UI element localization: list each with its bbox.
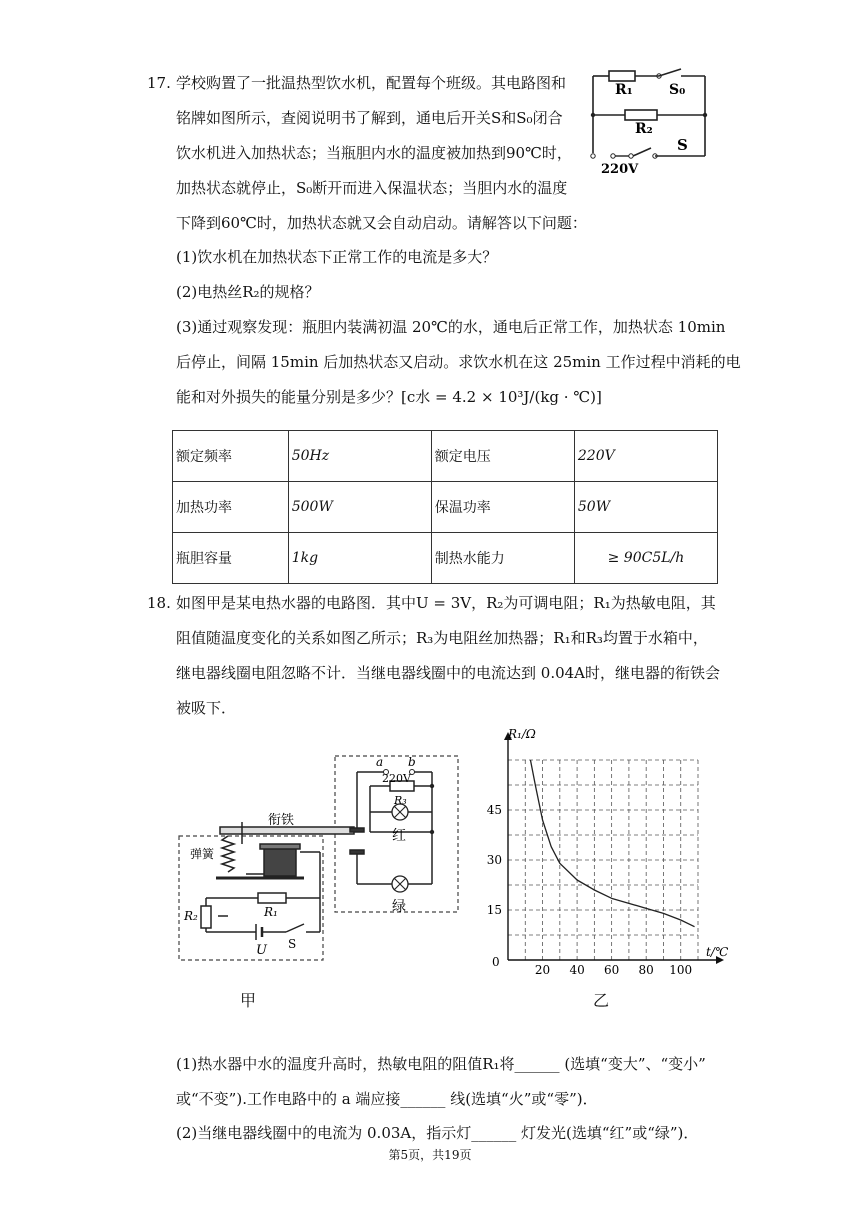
table-row: [173, 533, 718, 584]
q17-sub1: (1)饮水机在加热状态下正常工作的电流是多大？: [176, 248, 498, 266]
q18-line-4: 被吸下．: [176, 699, 237, 717]
q17-line-4: 加热状态就停止，S₀断开而进入保温状态；当胆内水的温度: [176, 179, 568, 197]
q17-line-5: 下降到60℃时，加热状态就又会自动启动。请解答以下问题：: [176, 214, 587, 232]
q17-line-3: 饮水机进入加热状态；当瓶胆内水的温度被加热到90℃时，: [176, 144, 572, 162]
table-cell: 瓶胆容量: [173, 533, 289, 584]
q18-figure-jia: [176, 748, 466, 968]
q18-line-2: 阻值随温度变化的关系如图乙所示；R₃为电阻丝加热器；R₁和R₃均置于水箱中，: [176, 629, 708, 647]
q17-label-s0: S₀: [669, 82, 686, 98]
chart-y-tick-label: 45: [486, 803, 502, 817]
table-cell: 制热水能力: [431, 533, 574, 584]
chart-x-tick-label: 40: [569, 963, 585, 977]
chart-x-tick-label: 20: [534, 963, 551, 977]
q17-label-r2: R₂: [635, 121, 653, 137]
chart-y-tick-label: 15: [486, 903, 502, 917]
q17-line-1: 学校购置了一批温热型饮水机，配置每个班级。其电路图和: [176, 74, 567, 92]
jia-label-220v: 220V: [382, 772, 411, 785]
jia-label-spring: 弹簧: [190, 847, 215, 861]
jia-label-r1: R₁: [264, 905, 278, 919]
table-cell: 50W: [574, 482, 717, 533]
jia-label-armature: 衔铁: [268, 813, 295, 828]
q18-line-1: 如图甲是某电热水器的电路图．其中U = 3V，R₂为可调电阻；R₁为热敏电阻，其: [176, 594, 716, 612]
q17-sub3-line1: (3)通过观察发现：瓶胆内装满初温 20℃的水，通电后正常工作，加热状态 10min: [176, 318, 726, 336]
chart-x-tick-label: 80: [638, 963, 654, 977]
table-cell: 220V: [574, 431, 717, 482]
q18-line-3: 继电器线圈电阻忽略不计．当继电器线圈中的电流达到 0.04A时，继电器的衔铁会: [176, 664, 721, 682]
table-cell: 50Hz: [288, 431, 431, 482]
jia-label-green: 绿: [392, 899, 406, 915]
jia-label-r2: R₂: [184, 909, 198, 923]
jia-label-r3: R₃: [394, 794, 407, 807]
q17-line-2: 铭牌如图所示，查阅说明书了解到，通电后开关S和S₀闭合: [176, 109, 563, 127]
jia-label-u: U: [256, 943, 267, 958]
chart-x-tick-label: 60: [603, 963, 620, 977]
chart-x-tick-label: 100: [669, 963, 693, 977]
table-cell: 1kg: [288, 533, 431, 584]
table-cell: 加热功率: [173, 482, 289, 533]
chart-origin-label: 0: [492, 955, 500, 969]
q18-sub1-line1: (1)热水器中水的温度升高时，热敏电阻的阻值R₁将______ (选填“变大”、“变小”: [176, 1055, 706, 1073]
table-cell: 额定电压: [431, 431, 574, 482]
q17-label-s: S: [677, 136, 688, 154]
q17-sub3-line3: 能和对外损失的能量分别是多少？[c水 = 4.2 × 10³J/(kg · ℃)]: [176, 388, 602, 406]
q17-number: 17.: [147, 74, 171, 92]
table-cell: ≥ 90C5L/h: [574, 533, 717, 584]
table-cell: 500W: [288, 482, 431, 533]
table-row: [173, 431, 718, 482]
q17-circuit-diagram: [585, 68, 715, 178]
table-cell: 保温功率: [431, 482, 574, 533]
jia-label-b: b: [408, 755, 416, 769]
table-row: [173, 482, 718, 533]
q18-sub1-line2: 或“不变”).工作电路中的 a 端应接______ 线(选填“火”或“零”)．: [176, 1090, 598, 1108]
jia-label-a: a: [376, 755, 384, 769]
q17-spec-table: [172, 430, 718, 584]
q18-sub2: (2)当继电器线圈中的电流为 0.03A，指示灯______ 灯发光(选填“红”或“绿”)．: [176, 1124, 699, 1142]
q17-sub2: (2)电热丝R₂的规格？: [176, 283, 320, 301]
yi-caption: 乙: [593, 991, 610, 1010]
jia-caption: 甲: [240, 991, 257, 1010]
chart-y-label: R₁/Ω: [508, 727, 536, 741]
q17-label-r1: R₁: [615, 82, 633, 98]
q18-number: 18.: [147, 594, 171, 612]
table-cell: 额定频率: [173, 431, 289, 482]
q17-sub3-line2: 后停止，间隔 15min 后加热状态又启动。求饮水机在这 25min 工作过程中消耗的电: [176, 353, 741, 371]
jia-label-s: S: [288, 937, 297, 951]
chart-y-tick-label: 30: [486, 853, 502, 867]
chart-x-label: t/℃: [706, 945, 729, 959]
q18-chart-yi: [480, 724, 730, 980]
q17-label-220v: 220V: [601, 162, 639, 177]
jia-label-red: 红: [392, 828, 406, 844]
page-footer: 第5页，共19页: [388, 1148, 472, 1162]
